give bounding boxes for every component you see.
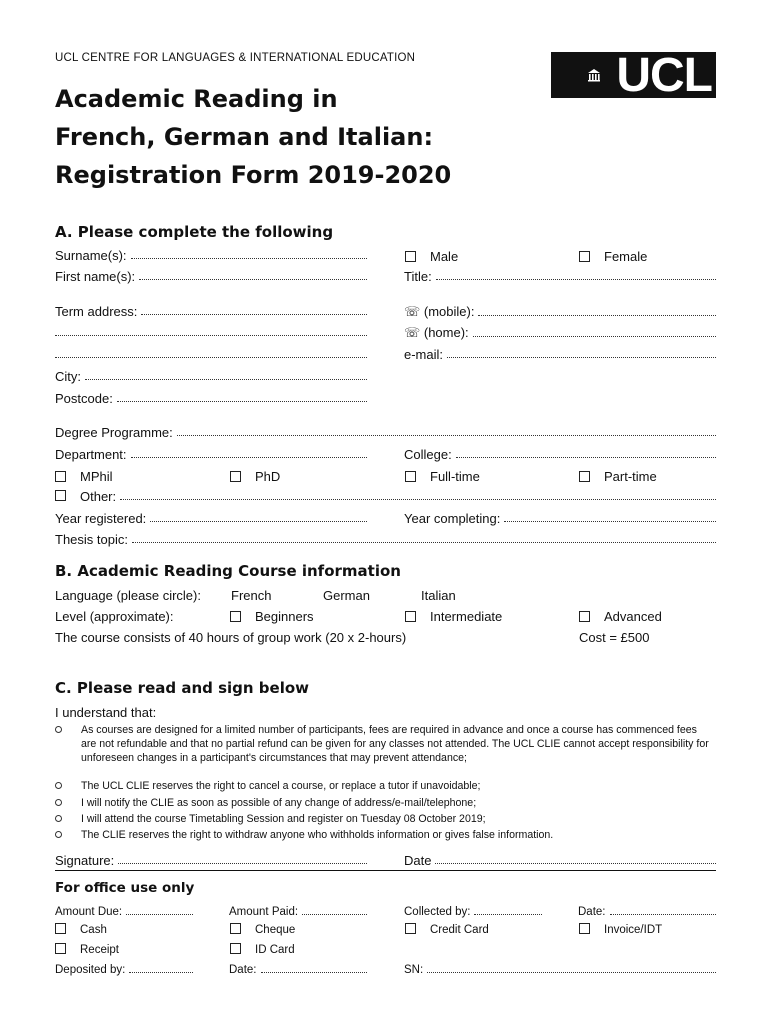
- phd-checkbox[interactable]: [230, 471, 241, 482]
- first-name-field[interactable]: First name(s):: [55, 269, 367, 284]
- female-checkbox[interactable]: [579, 251, 590, 262]
- male-checkbox[interactable]: [405, 251, 416, 262]
- level-label: Level (approximate):: [55, 609, 174, 624]
- term-address-line-3[interactable]: [55, 347, 367, 362]
- cheque-option[interactable]: Cheque: [230, 923, 295, 936]
- full-time-option[interactable]: Full-time: [405, 469, 480, 484]
- term-address-line-2[interactable]: [55, 325, 367, 340]
- female-option[interactable]: Female: [579, 249, 647, 264]
- credit-card-checkbox[interactable]: [405, 923, 416, 934]
- cheque-checkbox[interactable]: [230, 923, 241, 934]
- language-french[interactable]: French: [231, 588, 272, 603]
- language-italian[interactable]: Italian: [421, 588, 456, 603]
- mobile-phone-field[interactable]: ☏ (mobile):: [404, 304, 716, 320]
- ucl-logo: [551, 49, 716, 102]
- thesis-topic-field[interactable]: Thesis topic:: [55, 532, 716, 547]
- cash-option[interactable]: Cash: [55, 923, 107, 936]
- understand-intro: I understand that:: [55, 705, 157, 720]
- amount-due-field[interactable]: Amount Due:: [55, 904, 193, 918]
- part-time-option[interactable]: Part-time: [579, 469, 657, 484]
- section-a-heading: A. Please complete the following: [55, 223, 334, 241]
- invoice-option[interactable]: Invoice/IDT: [579, 923, 662, 936]
- language-label: Language (please circle):: [55, 588, 201, 603]
- surname-label: Surname(s):: [55, 248, 127, 263]
- office-date-field[interactable]: Date:: [578, 904, 716, 918]
- phd-option[interactable]: PhD: [230, 469, 280, 484]
- surname-field[interactable]: [55, 248, 367, 263]
- list-item: I will notify the CLIE as soon as possible of any change of address/e-mail/telephone;: [55, 796, 715, 810]
- section-b-heading: B. Academic Reading Course information: [55, 562, 401, 580]
- degree-programme-field[interactable]: Degree Programme:: [55, 425, 716, 440]
- id-card-checkbox[interactable]: [230, 943, 241, 954]
- beginners-option[interactable]: Beginners: [230, 609, 314, 624]
- title-line-2: French, German and Italian:: [55, 123, 434, 151]
- college-field[interactable]: College:: [404, 447, 716, 462]
- home-phone-field[interactable]: ☏ (home):: [404, 325, 716, 341]
- invoice-checkbox[interactable]: [579, 923, 590, 934]
- advanced-option[interactable]: Advanced: [579, 609, 662, 624]
- office-use-heading: For office use only: [55, 880, 195, 896]
- title-line-1: Academic Reading in: [55, 85, 338, 113]
- intermediate-option[interactable]: Intermediate: [405, 609, 502, 624]
- date-field[interactable]: Date: [404, 853, 716, 868]
- bullet-icon: [55, 815, 62, 822]
- collected-by-field[interactable]: Collected by:: [404, 904, 542, 918]
- amount-paid-field[interactable]: Amount Paid:: [229, 904, 367, 918]
- id-card-option[interactable]: ID Card: [230, 943, 295, 956]
- city-field[interactable]: City:: [55, 369, 367, 384]
- other-field[interactable]: Other:: [55, 489, 716, 504]
- list-item: The CLIE reserves the right to withdraw anyone who withholds information or gives false information.: [55, 828, 715, 842]
- department-field[interactable]: Department:: [55, 447, 367, 462]
- other-checkbox[interactable]: [55, 490, 66, 501]
- male-option[interactable]: Male: [405, 249, 458, 264]
- credit-card-option[interactable]: Credit Card: [405, 923, 489, 936]
- bullet-icon: [55, 726, 62, 733]
- title-line-3: Registration Form 2019-2020: [55, 161, 452, 189]
- receipt-checkbox[interactable]: [55, 943, 66, 954]
- logo-text: UCL: [616, 49, 712, 102]
- bullet-icon: [55, 782, 62, 789]
- divider: [55, 870, 716, 871]
- year-completing-field[interactable]: Year completing:: [404, 511, 716, 526]
- term-address-field[interactable]: Term address:: [55, 304, 367, 319]
- year-registered-field[interactable]: Year registered:: [55, 511, 367, 526]
- beginners-checkbox[interactable]: [230, 611, 241, 622]
- intermediate-checkbox[interactable]: [405, 611, 416, 622]
- full-time-checkbox[interactable]: [405, 471, 416, 482]
- advanced-checkbox[interactable]: [579, 611, 590, 622]
- section-c-heading: C. Please read and sign below: [55, 679, 310, 697]
- deposit-date-field[interactable]: Date:: [229, 962, 367, 976]
- list-item: I will attend the course Timetabling Session and register on Tuesday 08 October 2019;: [55, 812, 715, 826]
- cash-checkbox[interactable]: [55, 923, 66, 934]
- bullet-icon: [55, 799, 62, 806]
- receipt-option[interactable]: Receipt: [55, 943, 119, 956]
- email-field[interactable]: e-mail:: [404, 347, 716, 362]
- course-info-text: The course consists of 40 hours of group work (20 x 2-hours): [55, 630, 407, 645]
- page-title: [55, 80, 451, 194]
- mphil-checkbox[interactable]: [55, 471, 66, 482]
- list-item: As courses are designed for a limited number of participants, fees are required in advance and once a course has commenced fees are not refundable and that no partial refund can be given for any classes not attended. The UCL CLIE cannot accept responsibility for unforeseen changes in a participant's circumstances that may prevent attendance;: [55, 723, 715, 765]
- list-item: The UCL CLIE reserves the right to cancel a course, or replace a tutor if unavoidable;: [55, 779, 715, 793]
- sn-field[interactable]: SN:: [404, 962, 716, 976]
- bullet-icon: [55, 831, 62, 838]
- signature-field[interactable]: Signature:: [55, 853, 367, 868]
- mphil-option[interactable]: MPhil: [55, 469, 113, 484]
- postcode-field[interactable]: Postcode:: [55, 391, 367, 406]
- cost-text: Cost = £500: [579, 630, 650, 645]
- part-time-checkbox[interactable]: [579, 471, 590, 482]
- portico-icon: [587, 68, 601, 82]
- deposited-by-field[interactable]: Deposited by:: [55, 962, 193, 976]
- language-german[interactable]: German: [323, 588, 370, 603]
- title-field[interactable]: Title:: [404, 269, 716, 284]
- organization-header: UCL CENTRE FOR LANGUAGES & INTERNATIONAL EDUCATION: [55, 52, 416, 64]
